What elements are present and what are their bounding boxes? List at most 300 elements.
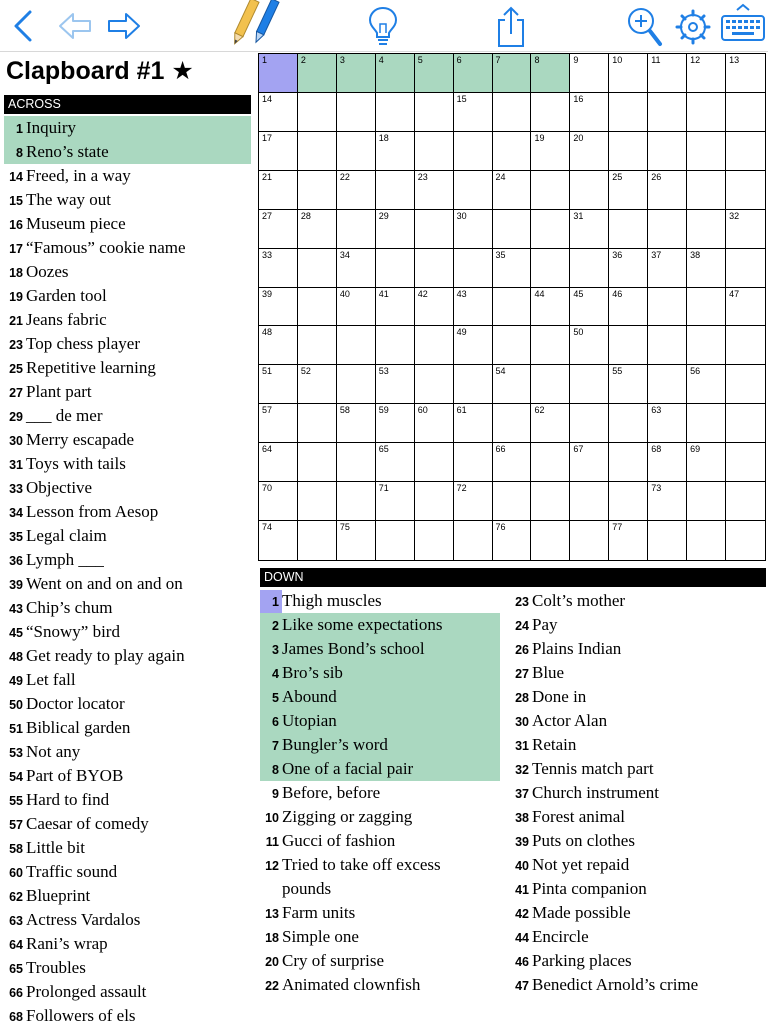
grid-cell[interactable] (454, 521, 493, 560)
cell-number: 21 (262, 171, 273, 182)
down-clue-item[interactable] (510, 949, 750, 973)
clue-number: 10 (265, 811, 279, 825)
clue-text: Traffic sound (26, 862, 118, 881)
grid-cell[interactable] (454, 326, 493, 365)
grid-cell[interactable] (687, 365, 726, 404)
grid-cell[interactable] (337, 171, 376, 210)
cell-number: 36 (612, 249, 623, 260)
across-clue-item[interactable] (4, 428, 251, 452)
grid-cell[interactable] (298, 521, 337, 560)
grid-cell[interactable] (570, 93, 609, 132)
undo-arrow-icon[interactable] (57, 2, 93, 50)
redo-arrow-icon[interactable] (106, 2, 142, 50)
grid-cell[interactable] (415, 54, 454, 93)
grid-cell[interactable] (609, 132, 648, 171)
grid-cell[interactable] (376, 171, 415, 210)
grid-cell[interactable] (493, 93, 532, 132)
across-clue-item[interactable] (4, 1004, 251, 1024)
grid-cell[interactable] (609, 249, 648, 288)
grid-cell[interactable] (337, 288, 376, 327)
down-clue-item[interactable] (260, 613, 500, 637)
clue-text: One of a facial pair (282, 759, 414, 778)
clue-number: 63 (9, 914, 23, 928)
grid-cell[interactable] (298, 443, 337, 482)
grid-cell[interactable] (298, 93, 337, 132)
clue-text: Farm units (282, 903, 356, 922)
grid-cell[interactable] (415, 404, 454, 443)
grid-cell[interactable] (415, 210, 454, 249)
grid-cell[interactable] (570, 521, 609, 560)
grid-cell[interactable] (687, 482, 726, 521)
down-clue-item[interactable] (260, 661, 500, 685)
clue-text: Utopian (282, 711, 337, 730)
clue-text: Jeans fabric (26, 310, 107, 329)
grid-cell[interactable] (337, 443, 376, 482)
across-clue-item[interactable] (4, 716, 251, 740)
clue-number: 20 (265, 955, 279, 969)
across-clue-item[interactable] (4, 284, 251, 308)
grid-cell[interactable] (415, 365, 454, 404)
across-clue-item[interactable] (4, 476, 251, 500)
down-clue-item[interactable] (510, 589, 750, 613)
cell-number: 66 (495, 444, 506, 455)
across-clue-item[interactable] (4, 860, 251, 884)
share-icon[interactable] (496, 2, 526, 50)
cell-number: 6 (456, 55, 462, 65)
clue-text: Forest animal (532, 807, 626, 826)
grid-cell[interactable] (648, 249, 687, 288)
grid-cell[interactable] (687, 521, 726, 560)
grid-cell[interactable] (726, 288, 765, 327)
grid-cell[interactable] (337, 404, 376, 443)
across-clue-item[interactable] (4, 116, 251, 140)
down-clue-item[interactable] (510, 709, 750, 733)
grid-cell[interactable] (687, 93, 726, 132)
grid-cell[interactable] (415, 249, 454, 288)
grid-cell[interactable] (609, 482, 648, 521)
cell-number: 60 (417, 405, 428, 416)
clue-number: 30 (515, 715, 529, 729)
across-clue-item[interactable] (4, 740, 251, 764)
across-clue-item[interactable] (4, 404, 251, 428)
cell-number: 24 (495, 171, 506, 182)
grid-cell[interactable] (415, 521, 454, 560)
grid-cell[interactable] (493, 482, 532, 521)
across-header: ACROSS (4, 95, 251, 114)
grid-cell[interactable] (570, 482, 609, 521)
grid-cell[interactable] (726, 365, 765, 404)
across-clue-item[interactable] (4, 620, 251, 644)
down-clue-item[interactable] (510, 757, 750, 781)
grid-cell[interactable] (687, 249, 726, 288)
cell-number: 41 (378, 288, 389, 299)
down-clue-item[interactable] (510, 877, 750, 901)
grid-cell[interactable] (259, 521, 298, 560)
grid-cell[interactable] (570, 171, 609, 210)
grid-cell[interactable] (454, 54, 493, 93)
grid-cell[interactable] (259, 171, 298, 210)
clue-text: Plains Indian (532, 639, 622, 658)
grid-cell[interactable] (376, 93, 415, 132)
clue-number: 33 (9, 482, 23, 496)
clue-number: 44 (515, 931, 529, 945)
grid-cell[interactable] (259, 249, 298, 288)
grid-cell[interactable] (454, 249, 493, 288)
cell-number: 19 (534, 132, 545, 143)
grid-cell[interactable] (298, 171, 337, 210)
grid-cell[interactable] (726, 210, 765, 249)
grid-cell[interactable] (376, 249, 415, 288)
grid-cell[interactable] (570, 326, 609, 365)
grid-cell[interactable] (454, 210, 493, 249)
down-clue-item[interactable] (510, 829, 750, 853)
down-clue-item[interactable] (260, 853, 500, 877)
clue-text: Actor Alan (532, 711, 608, 730)
grid-cell[interactable] (376, 521, 415, 560)
clue-number: 23 (9, 338, 23, 352)
across-clue-item[interactable] (4, 188, 251, 212)
down-clue-item[interactable] (260, 685, 500, 709)
clue-text: Done in (532, 687, 587, 706)
down-clue-item[interactable] (510, 637, 750, 661)
across-clue-item[interactable] (4, 572, 251, 596)
grid-cell[interactable] (531, 249, 570, 288)
cell-number: 13 (729, 55, 740, 65)
grid-cell[interactable] (648, 443, 687, 482)
clue-number: 40 (515, 859, 529, 873)
grid-cell[interactable] (726, 249, 765, 288)
grid-cell[interactable] (259, 93, 298, 132)
grid-cell[interactable] (454, 93, 493, 132)
grid-cell[interactable] (570, 288, 609, 327)
grid-cell[interactable] (259, 54, 298, 93)
down-clue-item[interactable] (260, 901, 500, 925)
grid-cell[interactable] (687, 132, 726, 171)
clue-text: Not any (26, 742, 81, 761)
grid-cell[interactable] (337, 93, 376, 132)
cell-number: 69 (690, 444, 701, 455)
grid-cell[interactable] (648, 288, 687, 327)
puzzle-title: Clapboard #1 ★ (6, 57, 194, 85)
grid-cell[interactable] (648, 521, 687, 560)
grid-cell[interactable] (726, 521, 765, 560)
clue-number: 30 (9, 434, 23, 448)
grid-cell[interactable] (531, 482, 570, 521)
across-clue-item[interactable] (4, 908, 251, 932)
grid-cell[interactable] (298, 288, 337, 327)
across-clue-item[interactable] (4, 140, 251, 164)
down-clue-item[interactable] (260, 877, 500, 901)
grid-cell[interactable] (531, 54, 570, 93)
down-clue-item[interactable] (510, 781, 750, 805)
down-clue-item[interactable] (260, 973, 500, 997)
grid-cell[interactable] (259, 443, 298, 482)
down-clue-item[interactable] (260, 805, 500, 829)
clue-number: 60 (9, 866, 23, 880)
grid-cell[interactable] (726, 93, 765, 132)
grid-cell[interactable] (726, 326, 765, 365)
grid-cell[interactable] (376, 482, 415, 521)
back-chevron-icon[interactable] (10, 2, 36, 50)
grid-cell[interactable] (415, 132, 454, 171)
grid-cell[interactable] (415, 288, 454, 327)
grid-cell[interactable] (376, 404, 415, 443)
grid-cell[interactable] (687, 404, 726, 443)
grid-cell[interactable] (531, 171, 570, 210)
across-clue-item[interactable] (4, 164, 251, 188)
grid-cell[interactable] (493, 521, 532, 560)
lightbulb-icon[interactable] (366, 2, 400, 50)
grid-cell[interactable] (531, 521, 570, 560)
grid-cell[interactable] (415, 171, 454, 210)
grid-cell[interactable] (298, 132, 337, 171)
grid-cell[interactable] (415, 93, 454, 132)
grid-cell[interactable] (493, 132, 532, 171)
grid-cell[interactable] (493, 288, 532, 327)
grid-cell[interactable] (376, 54, 415, 93)
grid-cell[interactable] (337, 249, 376, 288)
grid-cell[interactable] (493, 210, 532, 249)
grid-cell[interactable] (570, 54, 609, 93)
down-clue-item[interactable] (510, 661, 750, 685)
down-clue-item[interactable] (510, 733, 750, 757)
across-clue-item[interactable] (4, 500, 251, 524)
grid-cell[interactable] (648, 404, 687, 443)
grid-cell[interactable] (259, 210, 298, 249)
grid-cell[interactable] (493, 249, 532, 288)
clue-number: 64 (9, 938, 23, 952)
grid-cell[interactable] (648, 482, 687, 521)
down-clue-item[interactable] (510, 925, 750, 949)
grid-cell[interactable] (454, 171, 493, 210)
across-clue-item[interactable] (4, 812, 251, 836)
across-clue-item[interactable] (4, 308, 251, 332)
down-clue-item[interactable] (510, 901, 750, 925)
clue-text: Followers of els (26, 1006, 136, 1024)
grid-cell[interactable] (609, 404, 648, 443)
clue-number: 62 (9, 890, 23, 904)
clue-number: 18 (9, 266, 23, 280)
cell-number: 4 (378, 55, 384, 65)
across-clue-item[interactable] (4, 692, 251, 716)
grid-cell[interactable] (493, 404, 532, 443)
grid-cell[interactable] (454, 365, 493, 404)
clue-number: 66 (9, 986, 23, 1000)
grid-cell[interactable] (648, 365, 687, 404)
across-clue-item[interactable] (4, 332, 251, 356)
grid-cell[interactable] (376, 210, 415, 249)
grid-cell[interactable] (337, 326, 376, 365)
grid-cell[interactable] (687, 288, 726, 327)
grid-cell[interactable] (609, 326, 648, 365)
down-clue-item[interactable] (260, 757, 500, 781)
grid-cell[interactable] (570, 210, 609, 249)
down-clue-item[interactable] (510, 853, 750, 877)
down-clue-item[interactable] (260, 637, 500, 661)
across-clue-item[interactable] (4, 236, 251, 260)
grid-cell[interactable] (415, 482, 454, 521)
keyboard-icon[interactable] (720, 2, 766, 50)
settings-gear-icon[interactable] (674, 2, 712, 50)
grid-cell[interactable] (609, 521, 648, 560)
across-clue-item[interactable] (4, 548, 251, 572)
clue-text: Abound (282, 687, 337, 706)
grid-cell[interactable] (726, 54, 765, 93)
grid-cell[interactable] (376, 132, 415, 171)
cell-number: 26 (651, 171, 662, 182)
grid-cell[interactable] (454, 443, 493, 482)
grid-cell[interactable] (337, 132, 376, 171)
grid-cell[interactable] (454, 482, 493, 521)
grid-cell[interactable] (609, 93, 648, 132)
clue-number: 1 (260, 590, 282, 614)
grid-cell[interactable] (726, 443, 765, 482)
zoom-in-icon[interactable] (624, 2, 664, 50)
grid-cell[interactable] (376, 288, 415, 327)
grid-cell[interactable] (687, 443, 726, 482)
down-clue-item[interactable] (260, 925, 500, 949)
grid-cell[interactable] (259, 326, 298, 365)
grid-cell[interactable] (531, 404, 570, 443)
clue-text: Benedict Arnold’s crime (532, 975, 699, 994)
grid-cell[interactable] (531, 93, 570, 132)
grid-cell[interactable] (687, 171, 726, 210)
cell-number: 44 (534, 288, 545, 299)
down-clue-item[interactable] (260, 781, 500, 805)
grid-cell[interactable] (531, 326, 570, 365)
grid-cell[interactable] (726, 171, 765, 210)
down-clue-item[interactable] (260, 589, 500, 613)
grid-cell[interactable] (570, 132, 609, 171)
grid-cell[interactable] (259, 365, 298, 404)
grid-cell[interactable] (337, 54, 376, 93)
grid-cell[interactable] (648, 326, 687, 365)
grid-cell[interactable] (531, 443, 570, 482)
grid-cell[interactable] (726, 404, 765, 443)
grid-cell[interactable] (298, 326, 337, 365)
across-clue-item[interactable] (4, 764, 251, 788)
grid-cell[interactable] (376, 365, 415, 404)
grid-cell[interactable] (298, 365, 337, 404)
clue-number: 31 (9, 458, 23, 472)
across-clue-item[interactable] (4, 452, 251, 476)
grid-cell[interactable] (609, 54, 648, 93)
grid-cell[interactable] (687, 54, 726, 93)
down-clue-item[interactable] (260, 733, 500, 757)
clue-text: Blueprint (26, 886, 91, 905)
grid-cell[interactable] (454, 288, 493, 327)
across-clue-item[interactable] (4, 260, 251, 284)
across-clue-item[interactable] (4, 836, 251, 860)
down-clue-item[interactable] (510, 805, 750, 829)
grid-cell[interactable] (648, 171, 687, 210)
grid-cell[interactable] (726, 482, 765, 521)
grid-cell[interactable] (609, 443, 648, 482)
grid-cell[interactable] (570, 404, 609, 443)
grid-cell[interactable] (337, 365, 376, 404)
grid-cell[interactable] (376, 443, 415, 482)
down-clue-item[interactable] (510, 613, 750, 637)
grid-cell[interactable] (454, 132, 493, 171)
grid-cell[interactable] (648, 132, 687, 171)
across-clue-item[interactable] (4, 380, 251, 404)
across-clue-item[interactable] (4, 644, 251, 668)
grid-cell[interactable] (726, 132, 765, 171)
across-clue-item[interactable] (4, 212, 251, 236)
grid-cell[interactable] (337, 521, 376, 560)
grid-cell[interactable] (609, 288, 648, 327)
grid-cell[interactable] (298, 482, 337, 521)
across-clue-item[interactable] (4, 956, 251, 980)
across-clue-item[interactable] (4, 932, 251, 956)
grid-cell[interactable] (415, 443, 454, 482)
pencil-pen-icon[interactable] (226, 0, 280, 50)
down-clue-item[interactable] (260, 829, 500, 853)
grid-cell[interactable] (531, 210, 570, 249)
grid-cell[interactable] (687, 326, 726, 365)
grid-cell[interactable] (298, 249, 337, 288)
down-clue-item[interactable] (260, 949, 500, 973)
grid-cell[interactable] (570, 249, 609, 288)
grid-cell[interactable] (609, 171, 648, 210)
grid-cell[interactable] (259, 482, 298, 521)
down-clue-item[interactable] (510, 685, 750, 709)
grid-cell[interactable] (648, 93, 687, 132)
across-clue-item[interactable] (4, 356, 251, 380)
grid-cell[interactable] (570, 443, 609, 482)
grid-cell[interactable] (337, 210, 376, 249)
grid-cell[interactable] (454, 404, 493, 443)
grid-cell[interactable] (648, 210, 687, 249)
clue-text: Troubles (26, 958, 86, 977)
grid-cell[interactable] (259, 288, 298, 327)
grid-cell[interactable] (493, 54, 532, 93)
grid-cell[interactable] (609, 365, 648, 404)
grid-cell[interactable] (493, 443, 532, 482)
clue-text: pounds (282, 879, 332, 898)
grid-cell[interactable] (376, 326, 415, 365)
grid-cell[interactable] (298, 210, 337, 249)
grid-cell[interactable] (687, 210, 726, 249)
down-clue-item[interactable] (260, 709, 500, 733)
grid-cell[interactable] (531, 132, 570, 171)
cell-number: 48 (262, 327, 273, 338)
grid-cell[interactable] (648, 54, 687, 93)
across-clue-item[interactable] (4, 596, 251, 620)
grid-cell[interactable] (570, 365, 609, 404)
grid-cell[interactable] (493, 365, 532, 404)
across-clue-item[interactable] (4, 884, 251, 908)
across-clue-item[interactable] (4, 788, 251, 812)
grid-cell[interactable] (531, 365, 570, 404)
across-clue-item[interactable] (4, 524, 251, 548)
grid-cell[interactable] (298, 54, 337, 93)
grid-cell[interactable] (531, 288, 570, 327)
clue-text: Hard to find (26, 790, 110, 809)
cell-number: 3 (339, 55, 345, 65)
grid-cell[interactable] (415, 326, 454, 365)
grid-cell[interactable] (298, 404, 337, 443)
grid-cell[interactable] (337, 482, 376, 521)
grid-cell[interactable] (259, 404, 298, 443)
across-clue-item[interactable] (4, 668, 251, 692)
down-clue-item[interactable] (510, 973, 750, 997)
grid-cell[interactable] (609, 210, 648, 249)
grid-cell[interactable] (493, 326, 532, 365)
across-clue-item[interactable] (4, 980, 251, 1004)
grid-cell[interactable] (493, 171, 532, 210)
grid-cell[interactable] (259, 132, 298, 171)
